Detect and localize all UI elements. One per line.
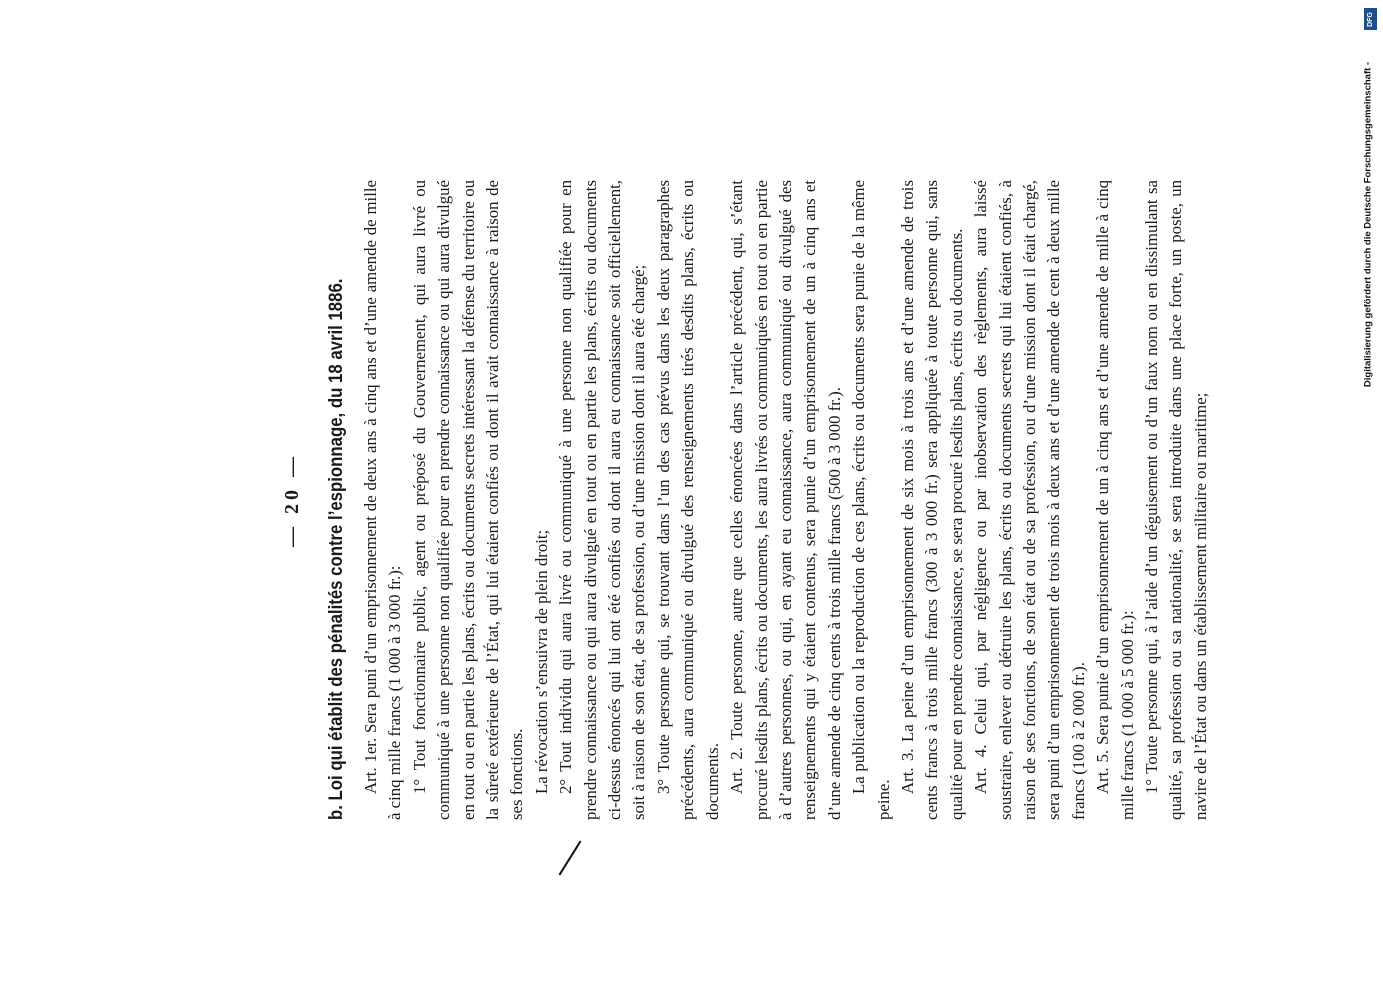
paragraph-art1-2: 2° Tout individu qui aura livré ou communiqué à une personne non qualifiée pour en prendre connaissance ou qui aura divulgué en tout ou en partie les plans, écrits ou documents ci-dessus énoncés qui lui ont été confiés ou dont il aura eu connaissance soit officiellement, soit à raison de son état, de sa profession, ou d’une mission dont il aura été chargé;: [556, 180, 649, 820]
section-heading: b. Loi qui établit des pénalités contre l’espionnage, du 18 avril 1886.: [325, 278, 347, 820]
paragraph-art4: Art. 4. Celui qui, par négligence ou par inobservation des règlements, aura laissé soustraire, enlever ou détruire les plans, écrits ou documents secrets qui lui étaient confiés, à raison de ses fonctions, de son état ou de sa profession, ou d’une mission dont il était chargé, sera puni d’un emprisonnement de trois mois à deux ans et d’une amende de cent à deux mille francs (100 à 2 000 fr.).: [971, 180, 1088, 820]
paragraph-art2-publication: La publication ou la reproduction de ces plans, écrits ou documents sera punie de la même peine.: [849, 180, 893, 820]
pencil-mark: [559, 841, 582, 876]
dfg-logo-icon: DFG: [1364, 8, 1377, 30]
paragraph-art1-3: 3° Toute personne qui, se trouvant dans l’un des cas prévus dans les deux paragraphes précédents, aura communiqué ou divulgué des renseignements tirés desdits plans, écrits ou documents.: [653, 180, 722, 820]
paragraph-art5: Art. 5. Sera punie d’un emprisonnement de un à cinq ans et d’une amende de mille à cinq mille francs (1 000 à 5 000 fr.):: [1093, 180, 1137, 820]
paragraph-art3: Art. 3. La peine d’un emprisonnement de six mois à trois ans et d’une amende de trois cents francs à trois mille francs (300 à 3 000 fr.) sera appliquée à toute personne qui, sans qualité pour en prendre connaissance, se sera procuré lesdits plans, écrits ou documents.: [897, 180, 966, 820]
law-text-body: [359, 180, 1213, 820]
digitization-credit: [1357, 15, 1379, 435]
page-number: — 20 —: [281, 453, 303, 547]
paragraph-art1-revocation: La révocation s’ensuivra de plein droit;: [531, 529, 551, 794]
credit-text: Digitalisierung gefördert durch die Deutsche Forschungsgemeinschaft -: [1362, 61, 1374, 388]
paragraph-art1: Art. 1er. Sera puni d’un emprisonnement de deux ans à cinq ans et d’une amende de mille à cinq mille francs (1 000 à 3 000 fr.):: [361, 180, 405, 820]
paragraph-art2: Art. 2. Toute personne, autre que celles énoncées dans l’article précédent, qui, s’étant procuré lesdits plans, écrits ou documents, les aura livrés ou communiqués en tout ou en partie à d’autres personnes, ou qui, en ayant eu connaissance, aura communiqué ou divulgué des renseignements qui y étaient contenus, sera punie d’un emprisonnement de un à cinq ans et d’une amende de cinq cents à trois mille francs (500 à 3 000 fr.).: [727, 180, 844, 820]
paragraph-art1-1: 1° Tout fonctionnaire public, agent ou préposé du Gouvernement, qui aura livré ou communiqué à une personne non qualifiée pour en prendre connaissance ou qui aura divulgué en tout ou en partie les plans, écrits ou documents secrets intéressant la défense du territoire ou la sûreté extérieure de l’État, qui lui étaient confiés ou dont il avait connaissance à raison de ses fonctions.: [409, 180, 527, 820]
rotated-page: [241, 180, 1210, 820]
paragraph-art5-1: 1° Toute personne qui, à l’aide d’un déguisement ou d’un faux nom ou en dissimulant sa qualité, sa profession ou sa nationalité, se sera introduite dans une place forte, un poste, un navire de l’État ou dans un établissement militaire ou maritime;: [1142, 180, 1210, 820]
